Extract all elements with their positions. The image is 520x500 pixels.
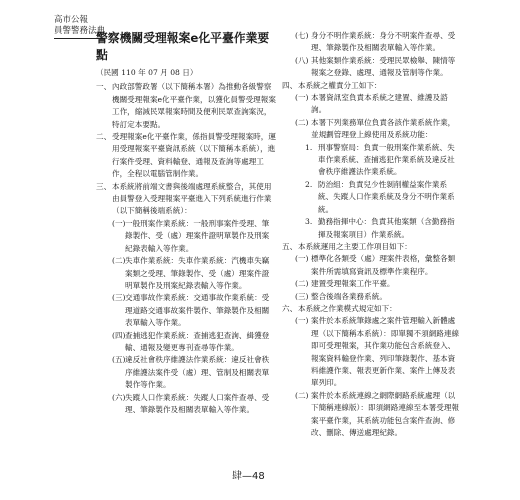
clause-5: [282, 241, 460, 253]
clause-3-item-1: [96, 218, 276, 255]
clause-number: 二、: [96, 132, 112, 142]
item-text: 身分不明作業系統：身分不明案件查尋、受理、筆錄製作及相關表單輸入等作業。: [311, 31, 456, 53]
right-column: [282, 30, 460, 439]
clause-4-item-1: [282, 92, 460, 117]
item-number: (二): [295, 390, 309, 400]
item-text: 一般刑案作業系統：一般刑事案件受理、筆錄製作、受（處）理案件證明單製作及刑案紀錄表輸入等作業。: [125, 218, 270, 253]
clause-3-item-3: [96, 292, 276, 329]
clause-text: 受理報案e化平臺作業，係指員警受理報案時，運用受理報案平臺資訊系統（以下簡稱本系統），進行案件受理、資料輸登、通報及查詢等處理工作，全程以電腦管制作業。: [112, 132, 276, 179]
clause-6-item-1: [282, 315, 460, 389]
item-number: (一): [112, 218, 126, 228]
clause-5-item-2: [282, 278, 460, 290]
subitem-number: 2.: [305, 179, 313, 189]
clause-4: [282, 80, 460, 92]
item-text: 標準化各類受（處）理案件表格，彙整各類案件所需填寫資訊及標準作業程序。: [311, 254, 456, 276]
clause-number: 三、: [96, 181, 112, 191]
clause-3-item-4: [96, 330, 276, 355]
page-number: 肆—48: [232, 471, 265, 482]
item-number: (一): [295, 316, 309, 326]
clause-number: 一、: [96, 82, 112, 92]
item-number: (一): [295, 254, 309, 264]
item-text: 交通事故作業系統：交通事故作業系統：受理道路交通事故案件製作、筆錄製作及相關表單輸入等作業。: [125, 293, 270, 328]
clause-3-item-2: [96, 255, 276, 292]
item-number: (二): [112, 256, 126, 266]
item-text: 本署資訊室負責本系統之建置、維護及諮詢。: [311, 93, 448, 115]
item-number: (七): [295, 31, 309, 40]
item-text: 違反社會秩序維護法作業系統：違反社會秩序維護法案件受（處）理、管制及相關表單製作等作業。: [125, 355, 270, 390]
clause-5-item-1: [282, 253, 460, 278]
item-text: 本署下列業務單位負責各該作業系統作業，並規劃管理登上線使用及系統功能：: [311, 117, 456, 140]
item-text: 查捕逃犯作業系統：查捕逃犯查詢、緝獲登輸、通報及變更專刊查尋等作業。: [125, 330, 270, 352]
clause-text: 本系統之權責分工如下：: [298, 80, 382, 90]
subitem-number: 3.: [305, 217, 313, 227]
clause-text: 內政部警政署（以下簡稱本署）為推動各級警察機關受理報案e化平臺作業，以獲化員警受理報案工作，縮減民眾報案時間及便利民眾查詢案況，特訂定本要點。: [112, 82, 276, 129]
item-number: (二): [295, 117, 309, 127]
item-text: 案件於本系統筆錄處之案件管理輸入新體處理（以下簡稱本系統）：即單獨不須網路連線即可受理報案，其作業功能包含系統登入、報案資料輸登作業、列印筆錄製作、基本資料維護作業、報表更新作業、案件上傳及表單列印。: [311, 316, 460, 388]
clause-4-subitem-3: [282, 216, 460, 241]
subitem-text: 勤務指揮中心：負責其他案類（含勤務指揮及報案項目）作業系統。: [318, 217, 455, 239]
header-section: 員警警務法典: [54, 26, 105, 39]
clause-3-item-6: [96, 392, 276, 417]
item-text: 失車作業系統：失車作業系統：汽機車失竊案類之受理、筆錄製作、受（處）理案件證明單製作及刑案紀錄表輸入等作業。: [125, 256, 270, 290]
item-text: 建置受理報案工作平臺。: [311, 279, 395, 289]
clause-3-item-5: [96, 354, 276, 391]
document-date: （民國 110 年 07 月 08 日）: [96, 68, 198, 77]
item-text: 失蹤人口作業系統：失蹤人口案件查尋、受理、筆錄製作及相關表單輸入等作業。: [125, 392, 270, 414]
clause-4-subitem-2: [282, 179, 460, 216]
clause-number: 五、: [282, 241, 298, 251]
clause-text: 本系統將前端文書與後端處理系統整合，其使用由員警登入受理報案平臺進入下列系統進行作業（以下簡稱後端系統）：: [112, 181, 272, 216]
clause-3: [96, 181, 276, 218]
clause-6-item-2: [282, 390, 460, 440]
clause-4-item-2: [282, 117, 460, 142]
clause-4-subitem-1: [282, 142, 460, 179]
clause-text: 本系統運用之主要工作項目如下：: [298, 241, 412, 251]
clause-1: [96, 81, 276, 131]
clause-number: 六、: [282, 303, 298, 313]
item-number: (六): [112, 392, 126, 402]
item-number: (二): [295, 279, 309, 289]
clause-6: [282, 303, 460, 315]
item-number: (三): [295, 291, 309, 301]
subitem-text: 防治組：負責兒少性剝削權益案作業系統、失蹤人口作業系統及身分不明作業系統。: [318, 179, 455, 214]
clause-2: [96, 131, 276, 181]
item-text: 案件於本系統連線之網際網路系統處理（以下簡稱連線版）：即須網路連線至本署受理報案平臺作業，其系統功能包含案件查詢、修改、刪除、傳送處理紀錄。: [311, 390, 460, 437]
item-number: (五): [112, 355, 126, 365]
clause-3-item-7: [282, 30, 460, 55]
clause-text: 本系統之作業模式規定如下：: [298, 303, 397, 313]
item-text: 其他案類作業系統：受理民眾檢舉、陳情等報案之登錄、處理、通報及管制等作業。: [311, 55, 456, 78]
clause-number: 四、: [282, 80, 298, 90]
item-number: (八): [295, 55, 309, 65]
item-text: 整合後端各業務系統。: [311, 291, 387, 301]
item-number: (四): [112, 330, 126, 340]
item-number: (一): [295, 93, 309, 103]
document-title: 警察機關受理報案e化平臺作業要點: [96, 31, 270, 62]
clause-3-item-8: [282, 55, 460, 80]
subitem-text: 刑事警察局：負責一般刑案作業系統、失車作業系統、查捕逃犯作業系統及違反社會秩序維護法作業系統。: [318, 142, 455, 177]
item-number: (三): [112, 293, 126, 303]
header-publication: 高市公報: [54, 15, 89, 25]
left-column: [96, 28, 276, 416]
subitem-number: 1.: [305, 142, 313, 152]
clause-5-item-3: [282, 291, 460, 303]
